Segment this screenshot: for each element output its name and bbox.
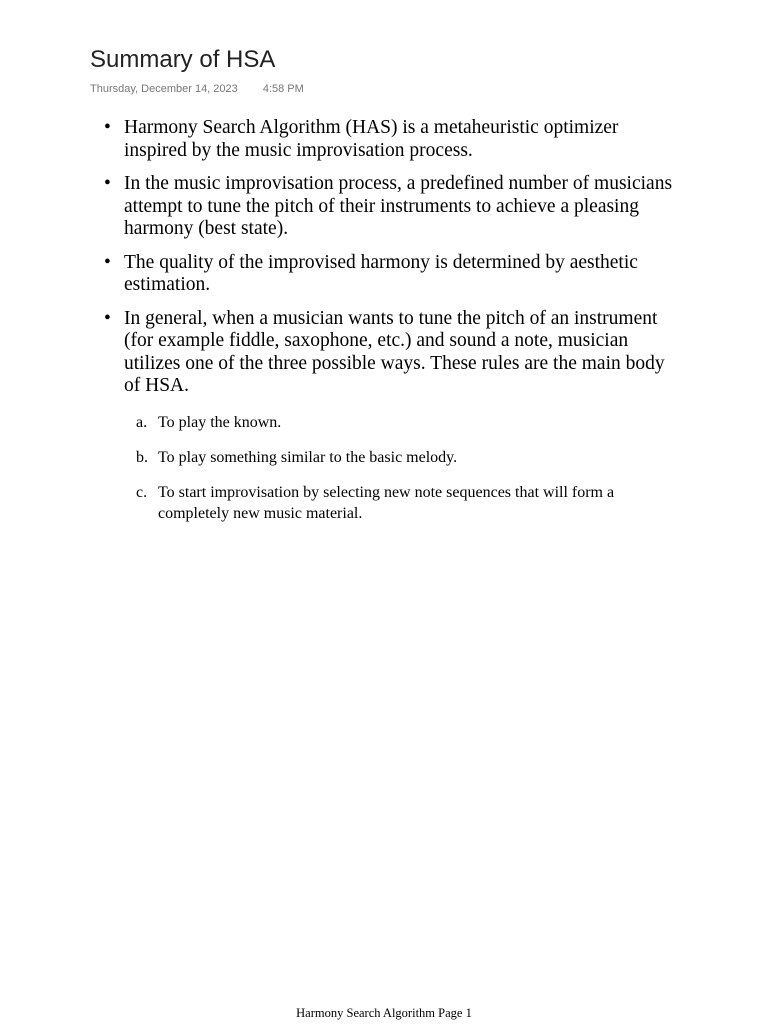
bullet-text: In general, when a musician wants to tune the pitch of an instrument (for example fiddle, saxophone, etc.) and sound a note, musician utilizes one of the three possible ways. These rules are the main body of HSA.: [124, 307, 665, 396]
sub-list-marker: a.: [136, 413, 148, 431]
bullet-list: [104, 117, 684, 538]
sub-list: [124, 412, 684, 524]
sub-list-marker: b.: [136, 448, 148, 466]
bullet-marker: •: [104, 173, 111, 194]
bullet-item: [104, 117, 684, 162]
page-footer: Harmony Search Algorithm Page 1: [296, 1006, 472, 1020]
sub-list-item: [124, 482, 684, 524]
page-date: Thursday, December 14, 2023: [90, 83, 238, 95]
sub-list-text: To start improvisation by selecting new note sequences that will form a completely new music material.: [158, 483, 615, 522]
bullet-item: [104, 308, 684, 524]
bullet-item: [104, 173, 684, 241]
page-title: Summary of HSA: [90, 46, 276, 73]
bullet-text: The quality of the improvised harmony is determined by aesthetic estimation.: [124, 251, 638, 295]
sub-list-item: [124, 447, 684, 468]
page-metadata: [90, 83, 304, 95]
bullet-item: [104, 252, 684, 297]
sub-list-item: [124, 412, 684, 433]
bullet-marker: •: [104, 251, 111, 273]
sub-list-text: To play the known.: [158, 413, 282, 431]
bullet-marker: •: [104, 117, 111, 138]
bullet-marker: •: [104, 307, 111, 329]
page-time: 4:58 PM: [262, 83, 304, 95]
bullet-text: In the music improvisation process, a predefined number of musicians attempt to tune the pitch of their instruments to achieve a pleasing harmony (best state).: [124, 173, 673, 239]
bullet-text: Harmony Search Algorithm (HAS) is a metaheuristic optimizer inspired by the music improvisation process.: [124, 117, 619, 161]
sub-list-marker: c.: [136, 483, 148, 501]
sub-list-text: To play something similar to the basic melody.: [158, 448, 458, 466]
